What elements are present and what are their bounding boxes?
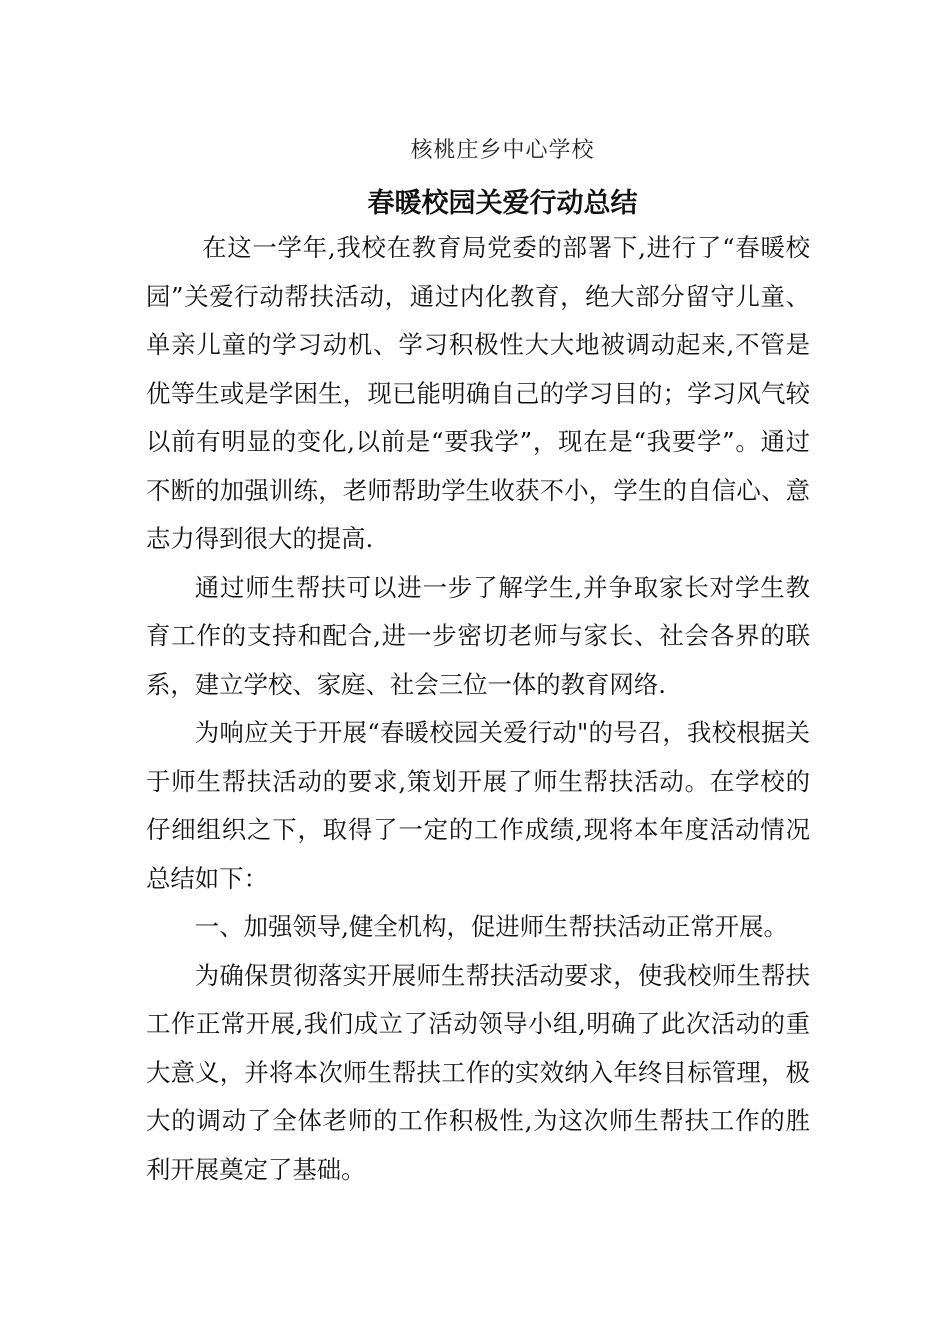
section-heading: 一、加强领导,健全机构，促进师生帮扶活动正常开展。 <box>194 912 788 941</box>
paragraph: 在这一学年,我校在教育局党委的部署下,进行了“春暖校园”关爱行动帮扶活动，通过内化教育，绝大部分留守儿童、单亲儿童的学习动机、学习积极性大大地被调动起来,不管是优等生或是学困生，现已能明确自己的学习目的；学习风气较以前有明显的变化,以前是“要我学”，现在是“我要学”。通过不断的加强训练，老师帮助学生收获不小，学生的自信心、意志力得到很大的提高. <box>146 233 810 553</box>
document-title: 春暖校园关爱行动总结 <box>367 188 638 219</box>
paragraph: 通过师生帮扶可以进一步了解学生,并争取家长对学生教育工作的支持和配合,进一步密切老师与家长、社会各界的联系，建立学校、家庭、社会三位一体的教育网络. <box>146 572 810 699</box>
document-body <box>146 224 810 1194</box>
paragraph: 为响应关于开展“春暖校园关爱行动"的号召，我校根据关于师生帮扶活动的要求,策划开展了师生帮扶活动。在学校的仔细组织之下，取得了一定的工作成绩,现将本年度活动情况总结如下： <box>146 718 810 893</box>
paragraph: 为确保贯彻落实开展师生帮扶活动要求，使我校师生帮扶工作正常开展,我们成立了活动领导小组,明确了此次活动的重大意义，并将本次师生帮扶工作的实效纳入年终目标管理，极大的调动了全体老师的工作积极性,为这次师生帮扶工作的胜利开展奠定了基础。 <box>146 960 810 1184</box>
school-name: 核桃庄乡中心学校 <box>410 138 595 163</box>
